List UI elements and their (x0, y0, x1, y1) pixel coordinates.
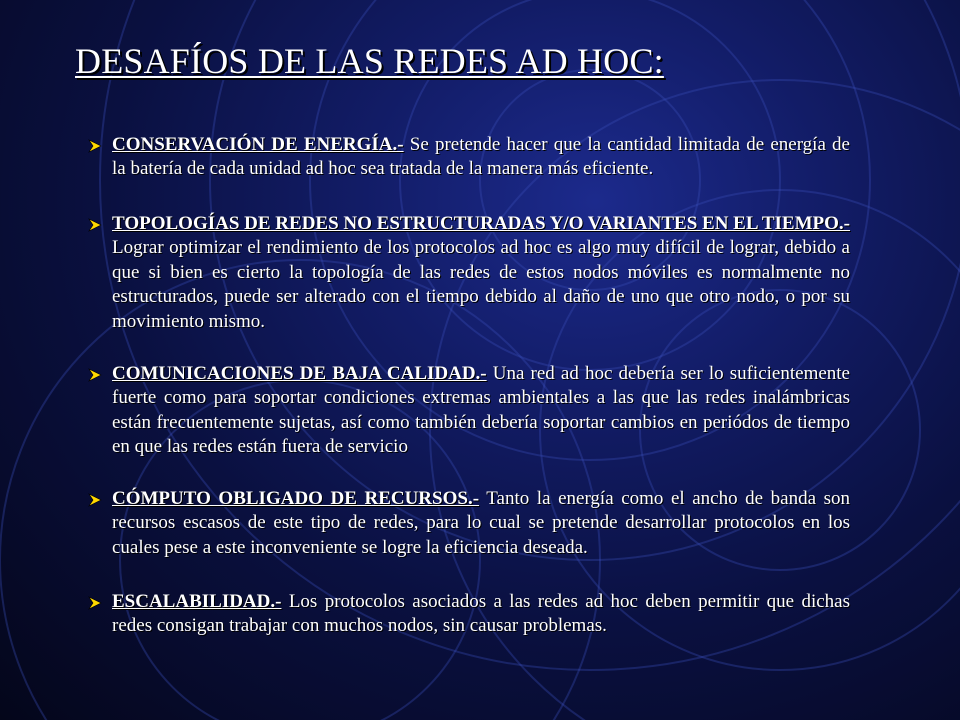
item-body: Tanto la energía como el ancho de banda son recursos escasos de este tipo de redes, para lo cual se pretende desarrollar protocolos en los cuales pese a este inconveniente se logre la eficiencia deseada. (112, 488, 850, 558)
slide-title: DESAFÍOS DE LAS REDES AD HOC: (75, 41, 664, 81)
item-heading: ESCALABILIDAD.- (112, 591, 282, 612)
item-heading: CONSERVACIÓN DE ENERGÍA.- (112, 134, 404, 155)
item-body: Los protocolos asociados a las redes ad hoc deben permitir que dichas redes consigan trabajar con muchos nodos, sin causar problemas. (112, 591, 850, 637)
item-heading: COMUNICACIONES DE BAJA CALIDAD.- (112, 363, 487, 384)
item-text (112, 362, 850, 460)
arrowhead-bullet-icon (88, 493, 102, 507)
item-body: Una red ad hoc debería ser lo suficientemente fuerte como para soportar condiciones extremas ambientales a las que las redes inalámbricas están frecuentemente sujetas, así como también debería soportar cambios en periódos de tiempo en que las redes están fuera de servicio (112, 363, 850, 458)
arrowhead-bullet-icon (88, 139, 102, 153)
arrowhead-bullet-icon (88, 218, 102, 232)
item-text (112, 133, 850, 182)
arrowhead-bullet-icon (88, 596, 102, 610)
item-heading: CÓMPUTO OBLIGADO DE RECURSOS.- (112, 488, 480, 509)
item-text (112, 212, 850, 334)
item-text (112, 590, 850, 639)
item-heading: TOPOLOGÍAS DE REDES NO ESTRUCTURADAS Y/O VARIANTES EN EL TIEMPO.- (112, 213, 851, 234)
item-text (112, 487, 850, 560)
arrowhead-bullet-icon (88, 368, 102, 382)
item-body: Lograr optimizar el rendimiento de los protocolos ad hoc es algo muy difícil de lograr, debido a que si bien es cierto la topología de las redes de estos nodos móviles es normalmente no estructurados, puede ser alterado con el tiempo debido al daño de uno que otro nodo, o por su movimiento mismo. (112, 237, 850, 332)
item-body: Se pretende hacer que la cantidad limitada de energía de la batería de cada unidad ad hoc sea tratada de la manera más eficiente. (112, 134, 850, 180)
